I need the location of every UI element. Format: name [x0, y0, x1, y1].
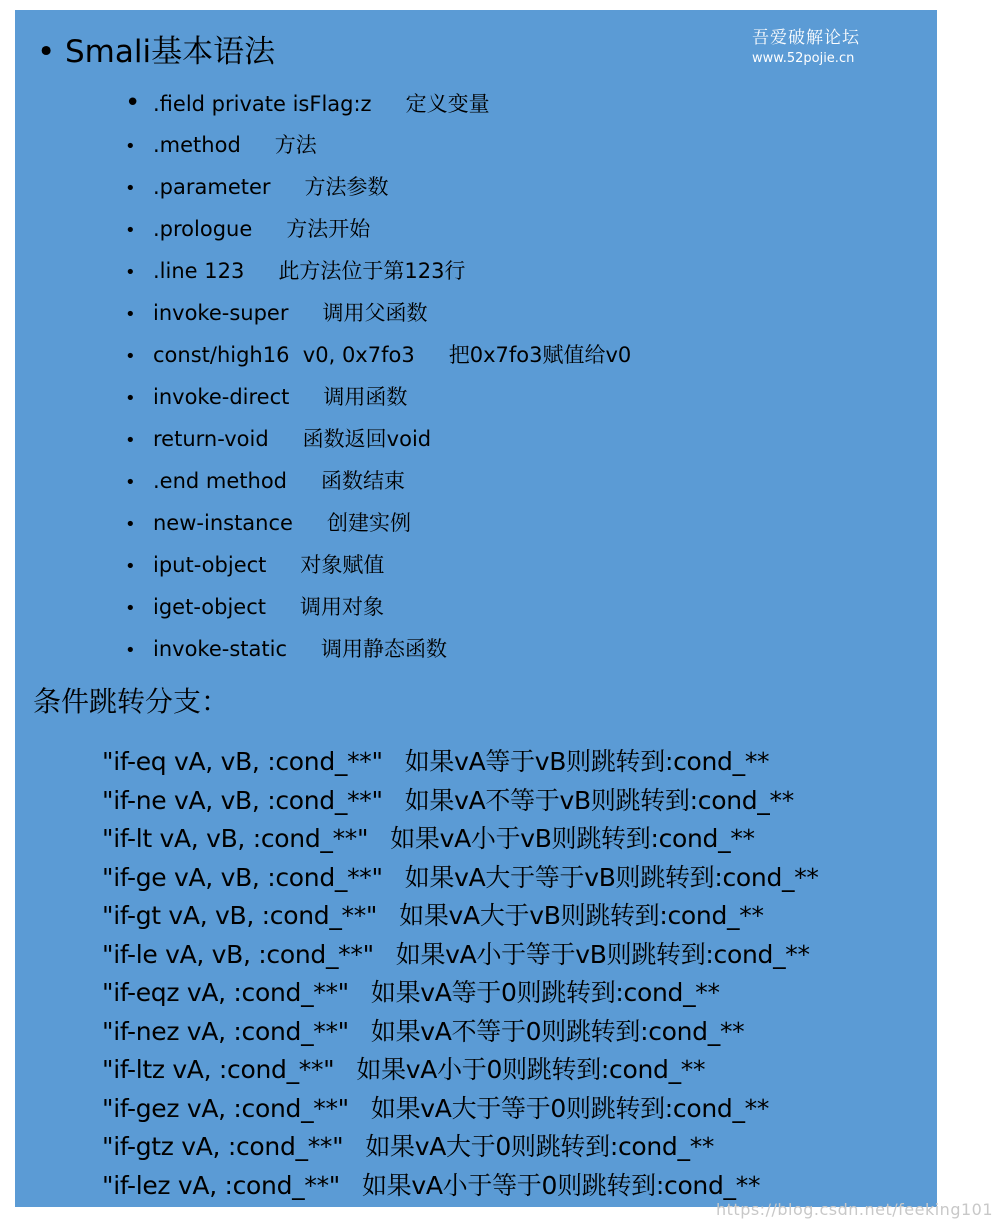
bullet-icon: • — [125, 514, 136, 535]
condition-code: "if-lt vA, vB, :cond_**" — [102, 824, 369, 853]
syntax-command: iput-object — [153, 553, 267, 577]
condition-description: 如果vA不等于vB则跳转到:cond_** — [404, 785, 794, 815]
slide-title — [37, 34, 275, 70]
syntax-description: 创建实例 — [326, 511, 411, 535]
bullet-icon: • — [125, 598, 136, 619]
list-item — [125, 250, 631, 292]
condition-row — [102, 1128, 819, 1167]
slide — [15, 10, 937, 1207]
list-item — [125, 208, 631, 250]
list-item — [125, 292, 631, 334]
bullet-icon: • — [125, 88, 141, 118]
syntax-description: 方法 — [274, 133, 317, 157]
condition-code: "if-gez vA, :cond_**" — [102, 1093, 349, 1123]
syntax-command: iget-object — [153, 595, 266, 619]
bullet-icon: • — [125, 430, 136, 451]
list-item — [125, 502, 631, 544]
condition-row — [102, 1167, 819, 1206]
bullet-icon: • — [125, 220, 136, 241]
bullet-icon: • — [37, 34, 56, 70]
syntax-description: 调用函数 — [323, 385, 408, 409]
syntax-command: invoke-static — [153, 637, 287, 661]
syntax-command: .end method — [153, 469, 288, 493]
syntax-list — [125, 82, 631, 670]
bullet-icon: • — [125, 178, 136, 199]
bullet-icon: • — [125, 346, 136, 367]
syntax-command: const/high16 v0, 0x7fo3 — [153, 343, 415, 367]
condition-code: "if-ltz vA, :cond_**" — [102, 1055, 335, 1084]
syntax-description: 函数返回void — [302, 427, 432, 451]
condition-description: 如果vA等于0则跳转到:cond_** — [370, 978, 720, 1007]
url-watermark: https://blog.csdn.net/feeking101 — [716, 1200, 993, 1219]
list-item — [125, 586, 631, 628]
syntax-command: .prologue — [153, 217, 253, 241]
syntax-command: new-instance — [153, 511, 293, 535]
condition-description: 如果vA不等于0则跳转到:cond_** — [370, 1016, 745, 1046]
syntax-description: 此方法位于第123行 — [278, 259, 466, 283]
list-item — [125, 334, 631, 376]
condition-description: 如果vA小于vB则跳转到:cond_** — [390, 824, 755, 853]
condition-row — [102, 974, 819, 1013]
condition-row — [102, 897, 819, 936]
list-item — [125, 544, 631, 586]
syntax-description: 方法开始 — [286, 217, 371, 241]
title-text: Smali基本语法 — [65, 34, 276, 70]
condition-row — [102, 859, 819, 898]
conditions-list — [102, 743, 819, 1205]
conditions-heading: 条件跳转分支： — [33, 685, 230, 718]
condition-description: 如果vA大于等于vB则跳转到:cond_** — [404, 862, 819, 892]
watermark-site-name: 吾爱破解论坛 — [752, 28, 860, 48]
list-item — [125, 460, 631, 502]
bullet-icon: • — [125, 136, 136, 157]
condition-row — [102, 1051, 819, 1090]
syntax-description: 调用父函数 — [322, 301, 428, 325]
syntax-command: invoke-direct — [153, 385, 290, 409]
syntax-description: 调用静态函数 — [321, 637, 447, 661]
condition-row — [102, 936, 819, 975]
condition-code: "if-gtz vA, :cond_**" — [102, 1132, 344, 1161]
bullet-icon: • — [125, 640, 136, 661]
syntax-description: 把0x7fo3赋值给v0 — [448, 343, 632, 367]
bullet-icon: • — [125, 556, 136, 577]
condition-code: "if-gt vA, vB, :cond_**" — [102, 901, 378, 930]
condition-row — [102, 1090, 819, 1129]
syntax-command: invoke-super — [153, 301, 289, 325]
condition-row — [102, 820, 819, 859]
condition-code: "if-eqz vA, :cond_**" — [102, 978, 349, 1007]
condition-code: "if-ne vA, vB, :cond_**" — [102, 785, 383, 815]
condition-description: 如果vA小于等于vB则跳转到:cond_** — [395, 939, 810, 969]
condition-description: 如果vA小于0则跳转到:cond_** — [356, 1055, 706, 1084]
site-watermark — [752, 30, 860, 65]
syntax-command: .field private isFlag:z — [153, 92, 372, 116]
bullet-icon: • — [125, 472, 136, 493]
syntax-description: 定义变量 — [405, 92, 490, 116]
condition-description: 如果vA大于等于0则跳转到:cond_** — [370, 1093, 770, 1123]
syntax-command: return-void — [153, 427, 269, 451]
syntax-description: 函数结束 — [321, 469, 406, 493]
condition-description: 如果vA小于等于0则跳转到:cond_** — [361, 1170, 761, 1200]
bullet-icon: • — [125, 262, 136, 283]
condition-code: "if-ge vA, vB, :cond_**" — [102, 862, 383, 892]
condition-description: 如果vA等于vB则跳转到:cond_** — [404, 747, 770, 776]
list-item — [125, 124, 631, 166]
condition-description: 如果vA大于0则跳转到:cond_** — [365, 1132, 715, 1161]
syntax-command: .line 123 — [153, 259, 245, 283]
condition-row — [102, 743, 819, 782]
condition-row — [102, 782, 819, 821]
condition-description: 如果vA大于vB则跳转到:cond_** — [399, 901, 764, 930]
condition-code: "if-nez vA, :cond_**" — [102, 1016, 349, 1046]
list-item — [125, 628, 631, 670]
list-item — [125, 376, 631, 418]
list-item — [125, 82, 631, 124]
bullet-icon: • — [125, 388, 136, 409]
list-item — [125, 166, 631, 208]
bullet-icon: • — [125, 304, 136, 325]
condition-code: "if-lez vA, :cond_**" — [102, 1170, 340, 1200]
syntax-description: 对象赋值 — [300, 553, 385, 577]
condition-code: "if-le vA, vB, :cond_**" — [102, 939, 374, 969]
list-item — [125, 418, 631, 460]
condition-code: "if-eq vA, vB, :cond_**" — [102, 747, 383, 776]
watermark-site-url: www.52pojie.cn — [752, 51, 855, 66]
condition-row — [102, 1013, 819, 1052]
syntax-command: .method — [153, 133, 241, 157]
syntax-description: 调用对象 — [300, 595, 384, 619]
syntax-description: 方法参数 — [304, 175, 389, 199]
syntax-command: .parameter — [153, 175, 271, 199]
